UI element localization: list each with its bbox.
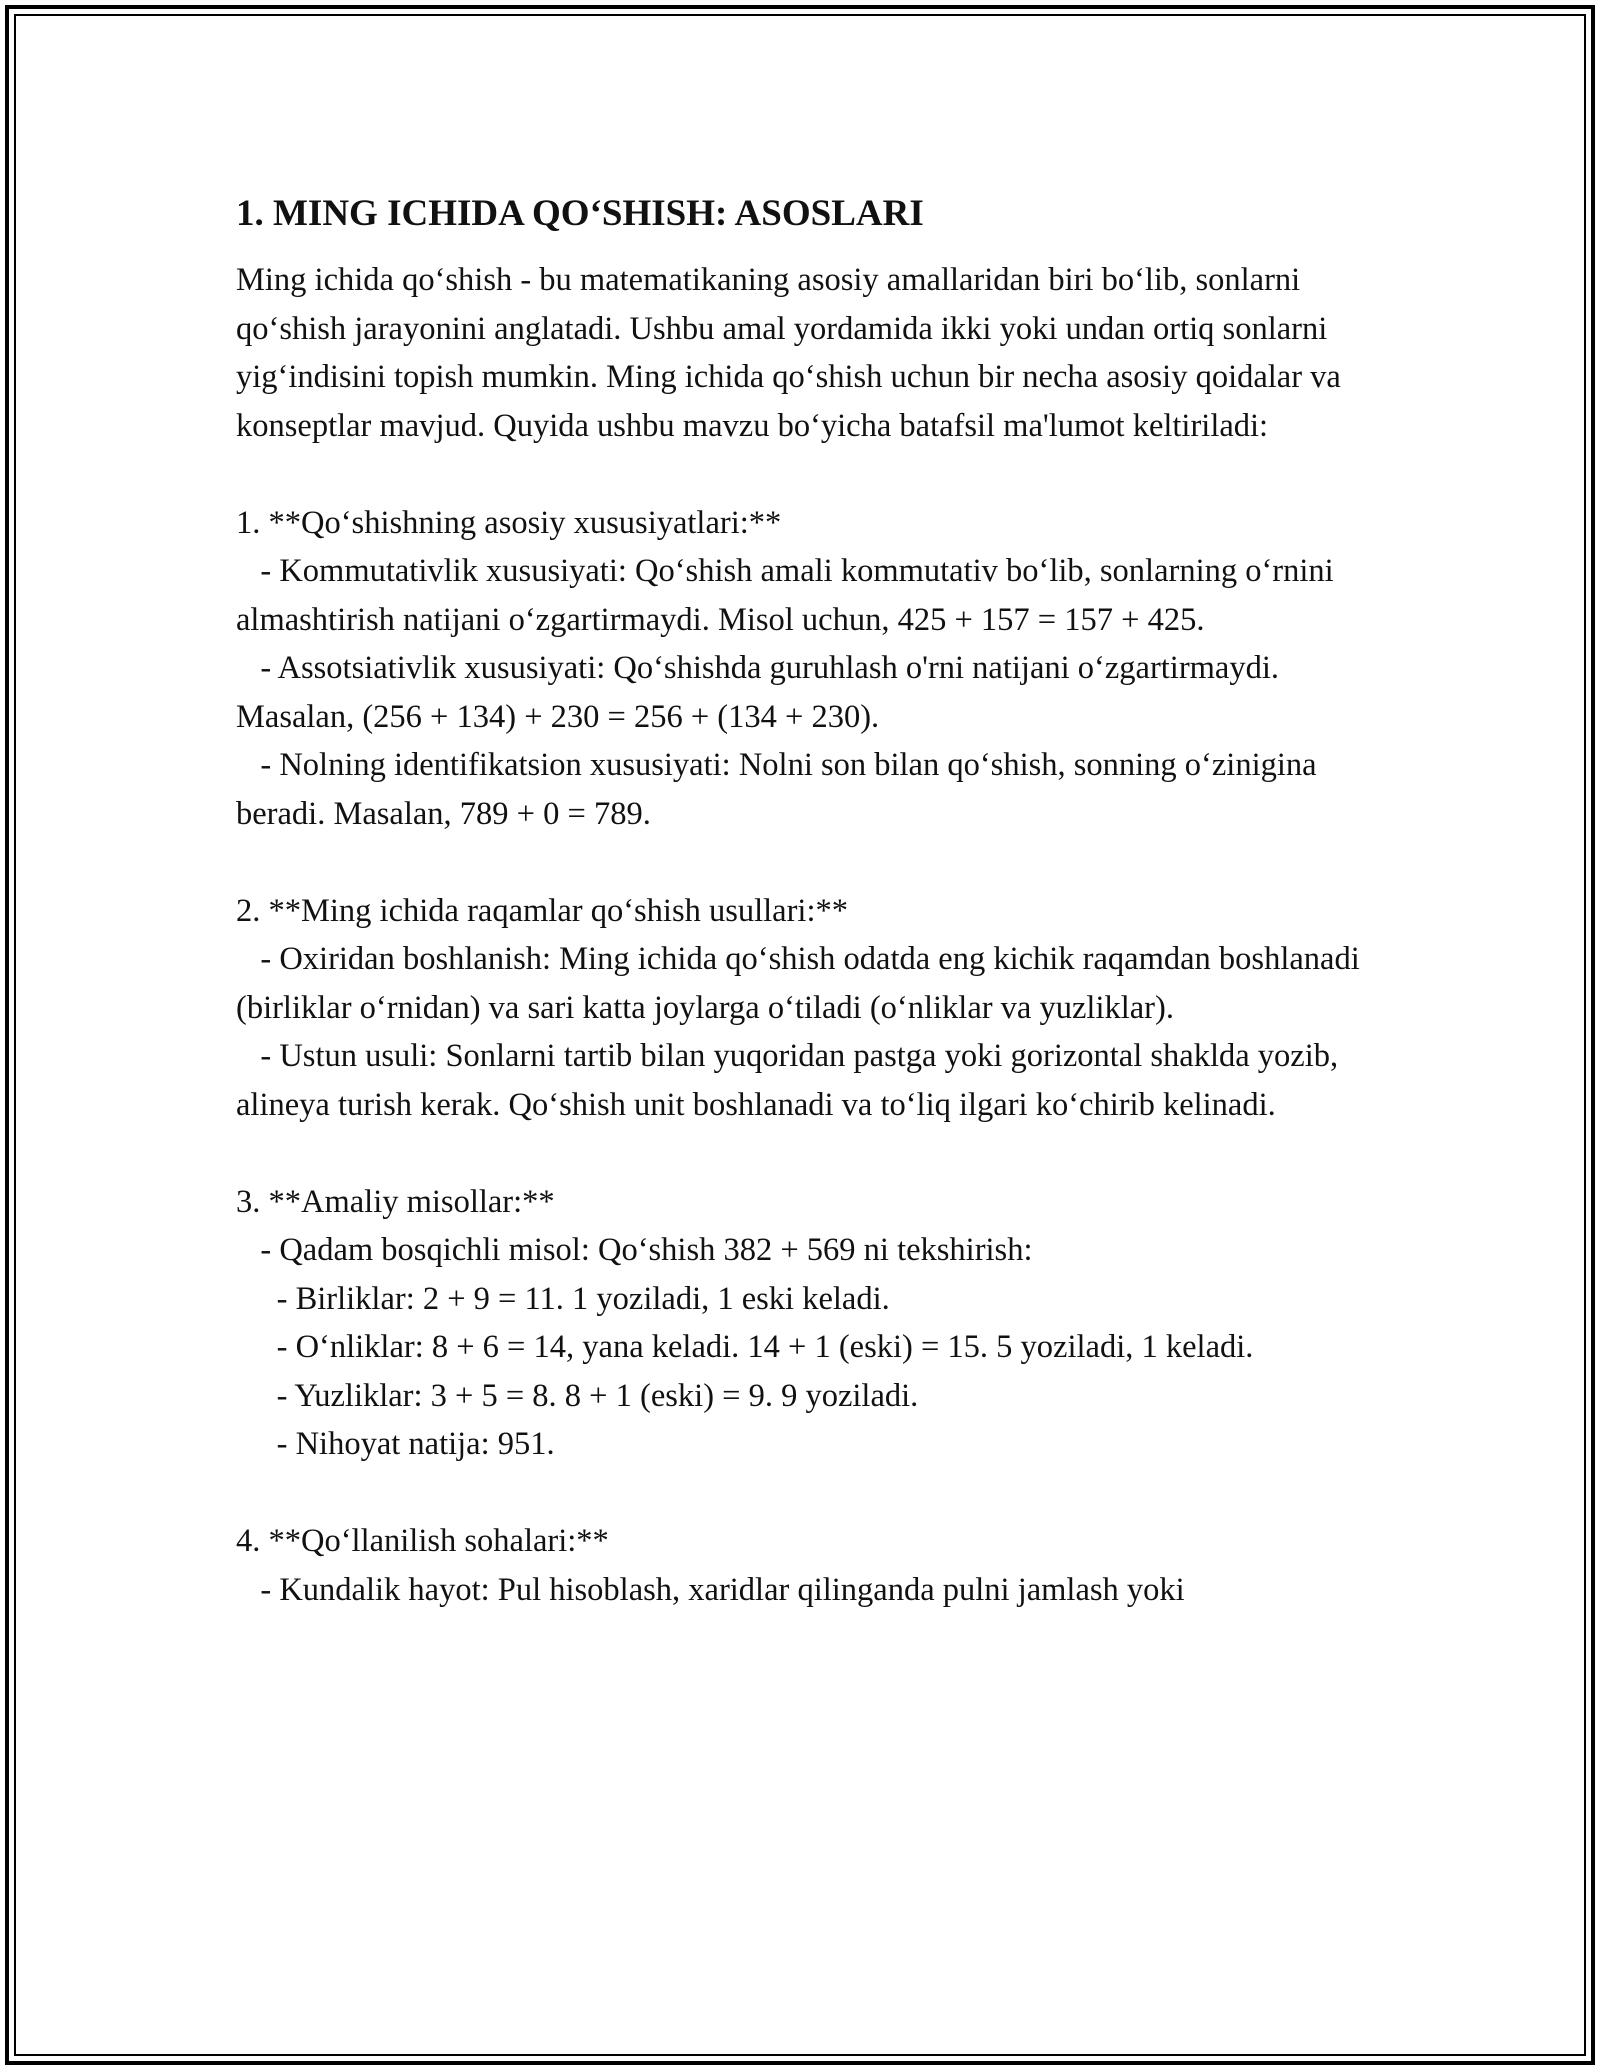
intro-paragraph: Ming ichida qo‘shish - bu matematikaning asosiy amallaridan biri bo‘lib, sonlarni qo‘shish jarayonini anglatadi. Ushbu amal yordamida ikki yoki undan ortiq sonlarni yig‘indisini topish mumkin. Ming ichida qo‘shish uchun bir necha asosiy qoidalar va konseptlar mavjud. Quyida ushbu mavzu bo‘yicha batafsil ma'lumot keltiriladi: [236, 262, 1349, 444]
section-3-item: - O‘nliklar: 8 + 6 = 14, yana keladi. 14 + 1 (eski) = 15. 5 yoziladi, 1 keladi. [236, 1329, 1254, 1365]
section-2-item: - Oxiridan boshlanish: Ming ichida qo‘shish odatda eng kichik raqamdan boshlanadi (birliklar o‘rnidan) va sari katta joylarga o‘tiladi (o‘nliklar va yuzliklar). [236, 941, 1368, 1026]
section-4-item: - Kundalik hayot: Pul hisoblash, xaridlar qilinganda pulni jamlash yoki [236, 1571, 1185, 1608]
section-3-item: - Qadam bosqichli misol: Qo‘shish 382 + 569 ni tekshirish: [236, 1232, 1033, 1268]
document-title: 1. MING ICHIDA QO‘SHISH: ASOSLARI [236, 193, 924, 234]
section-3-item: - Birliklar: 2 + 9 = 11. 1 yoziladi, 1 eski keladi. [236, 1280, 890, 1317]
section-1-heading: 1. **Qo‘shishning asosiy xususiyatlari:** [236, 504, 782, 541]
section-2-heading: 2. **Ming ichida raqamlar qo‘shish usullari:** [236, 892, 848, 929]
section-4-heading: 4. **Qo‘llanilish sohalari:** [236, 1523, 609, 1559]
paragraph-gap [236, 1469, 1386, 1518]
paragraph-gap [236, 838, 1386, 887]
paragraph-gap [236, 1129, 1386, 1178]
section-2-item: - Ustun usuli: Sonlarni tartib bilan yuqoridan pastga yoki gorizontal shaklda yozib, alineya turish kerak. Qo‘shish unit boshlanadi va to‘liq ilgari ko‘chirib kelinadi. [236, 1038, 1347, 1123]
section-1-item: - Nolning identifikatsion xususiyati: Nolni son bilan qo‘shish, sonning o‘zinigina beradi. Masalan, 789 + 0 = 789. [236, 747, 1325, 832]
section-3-heading: 3. **Amaliy misollar:** [236, 1183, 555, 1220]
section-3-item: - Nihoyat natija: 951. [236, 1426, 555, 1462]
section-3-item: - Yuzliklar: 3 + 5 = 8. 8 + 1 (eski) = 9. 9 yoziladi. [236, 1377, 919, 1414]
paragraph-gap [236, 450, 1386, 499]
document-body [236, 186, 1386, 1614]
section-1-item: - Assotsiativlik xususiyati: Qo‘shishda guruhlash o'rni natijani o‘zgartirmaydi. Masalan, (256 + 134) + 230 = 256 + (134 + 230). [236, 650, 1288, 735]
section-1-item: - Kommutativlik xususiyati: Qo‘shish amali kommutativ bo‘lib, sonlarning o‘rnini almashtirish natijani o‘zgartirmaydi. Misol uchun, 425 + 157 = 157 + 425. [236, 553, 1342, 638]
